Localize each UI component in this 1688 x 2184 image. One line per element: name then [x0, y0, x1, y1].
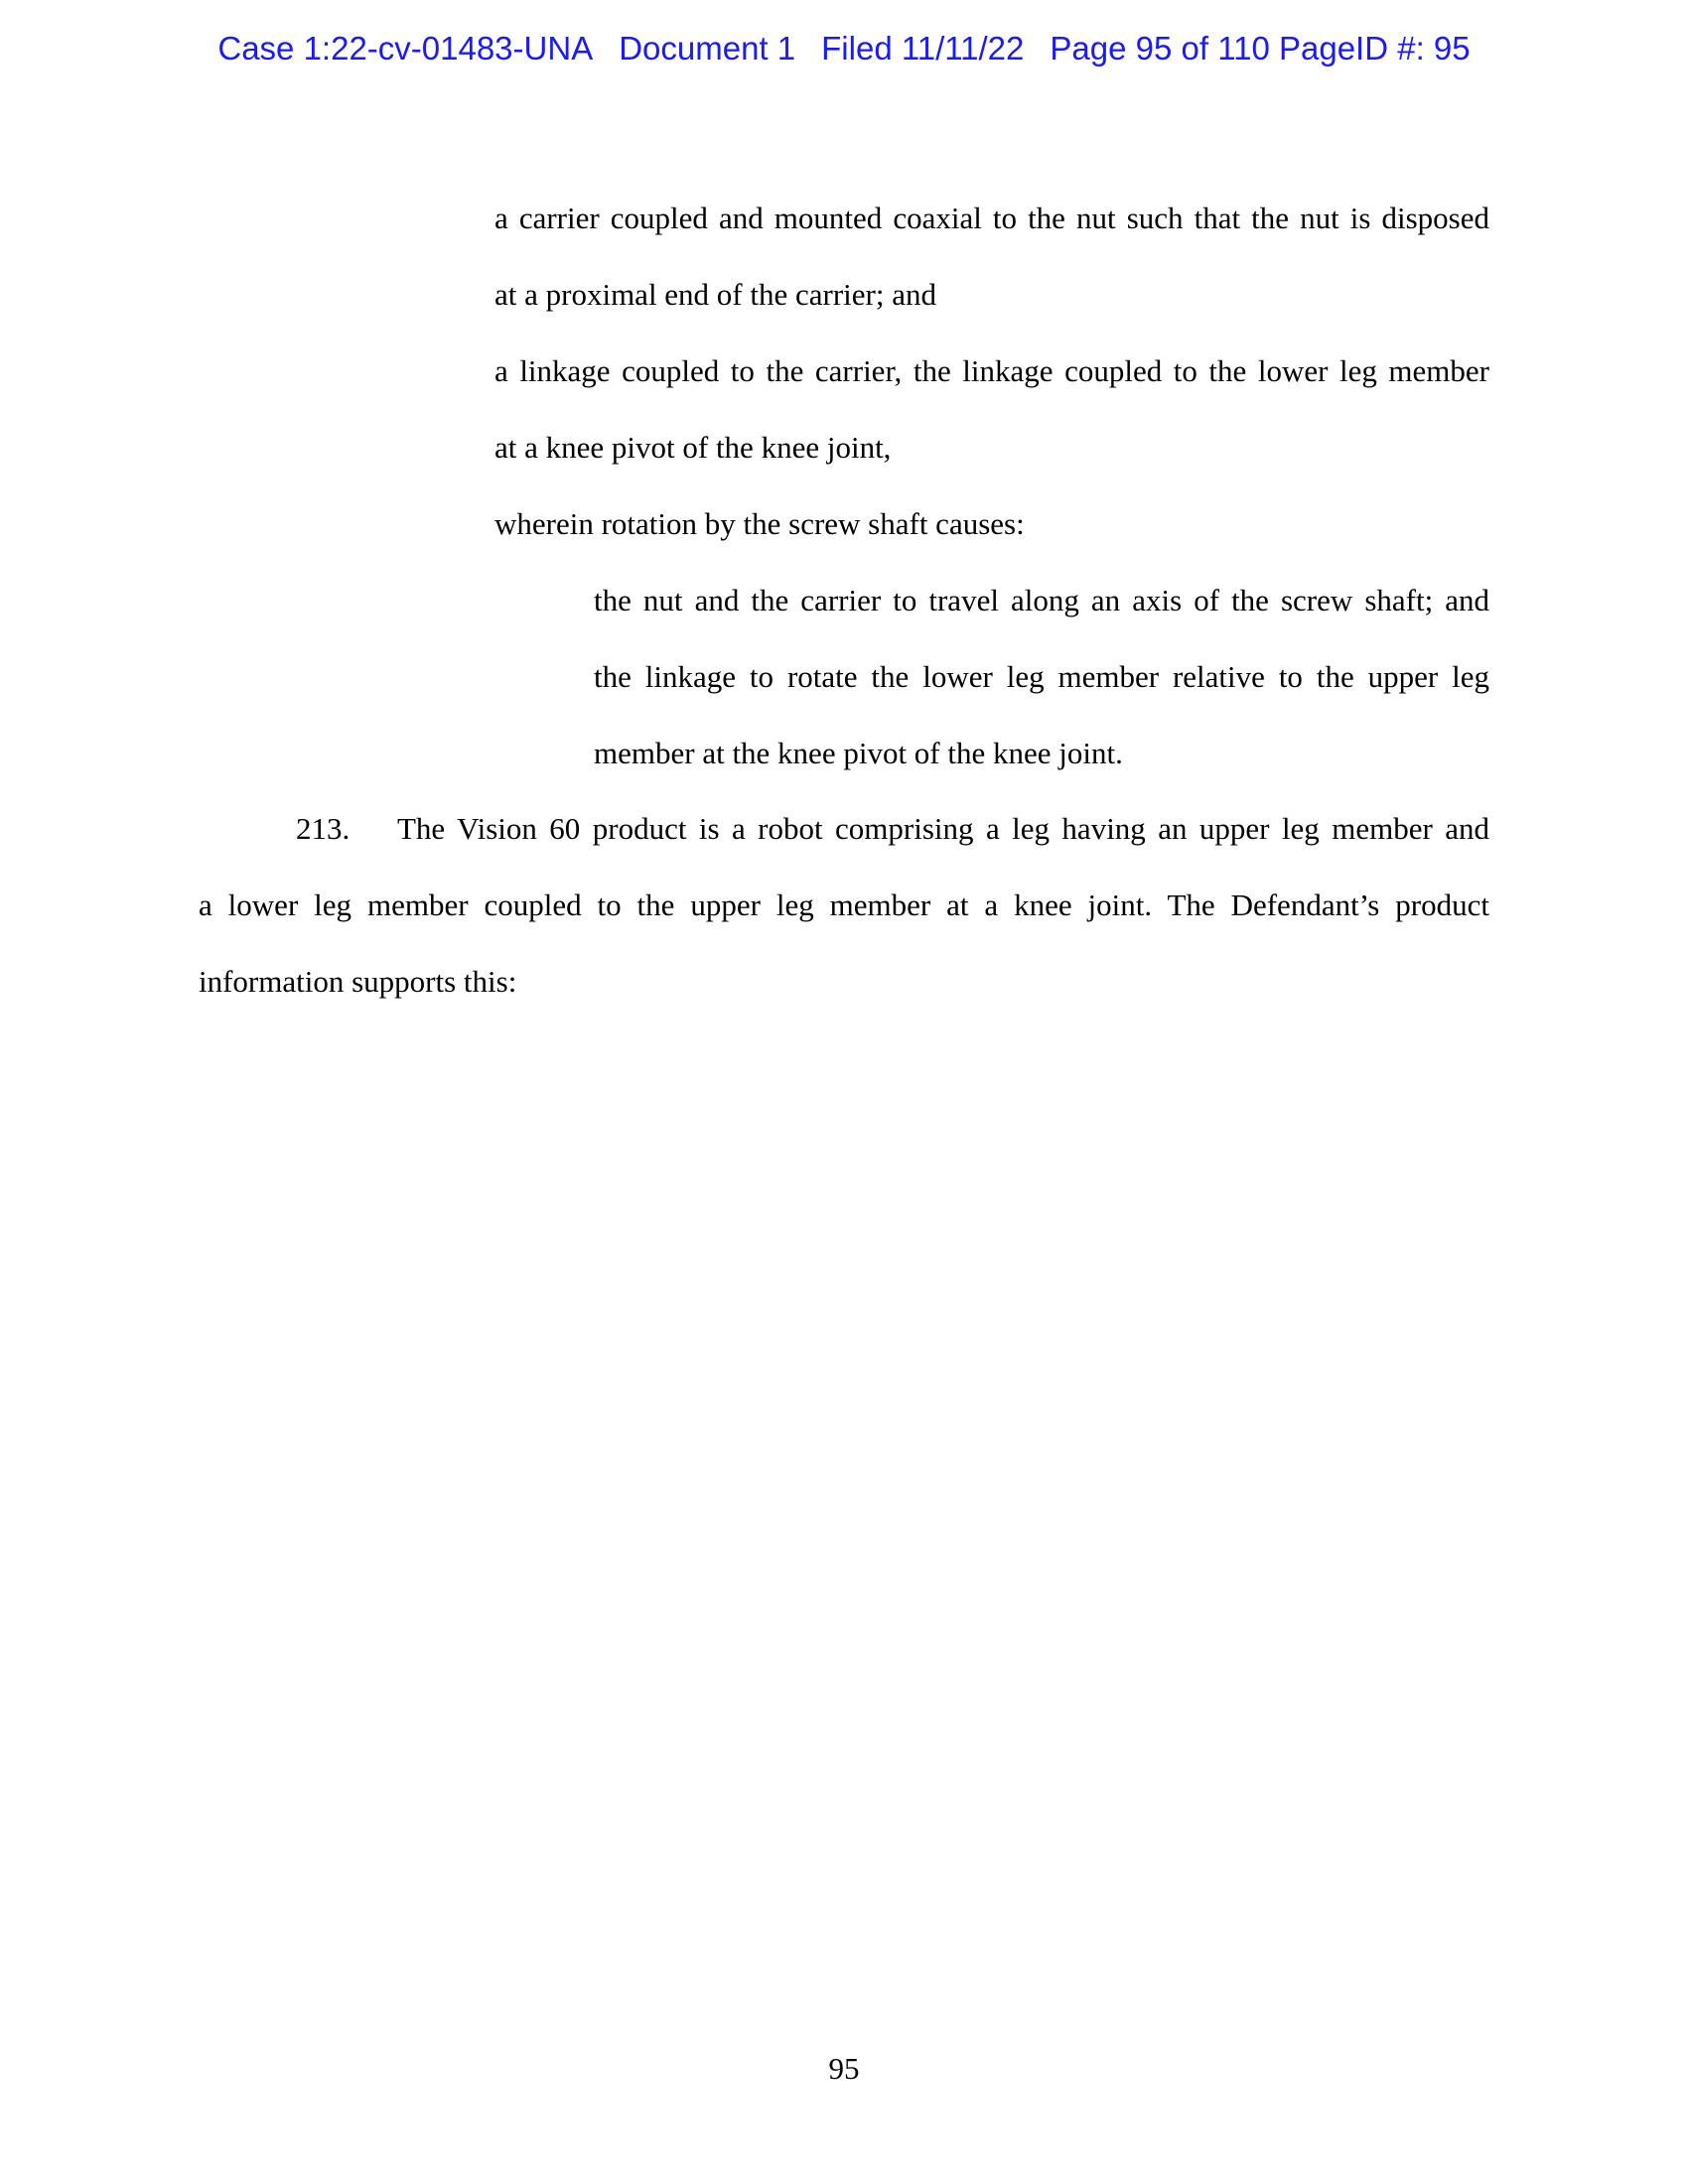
header-document: Document 1: [619, 30, 796, 67]
paragraph-number: 213.: [296, 811, 351, 846]
claim-line: a carrier coupled and mounted coaxial to the nut such that the nut is disposed: [494, 201, 1489, 235]
header-case-number: Case 1:22-cv-01483-UNA: [217, 30, 594, 67]
claim-line: a linkage coupled to the carrier, the linkage coupled to the lower leg member: [494, 353, 1489, 388]
case-header: [0, 30, 1688, 68]
header-filed-date: Filed 11/11/22: [821, 30, 1025, 67]
claim-line: wherein rotation by the screw shaft causes:: [494, 506, 1025, 541]
claim-line: at a knee pivot of the knee joint,: [494, 430, 892, 465]
paragraph-line: a lower leg member coupled to the upper leg member at a knee joint. The Defendant’s product: [199, 887, 1489, 922]
paragraph-line: information supports this:: [199, 964, 517, 999]
page-number: 95: [828, 2051, 860, 2086]
claim-line: at a proximal end of the carrier; and: [494, 277, 936, 312]
header-page-info: Page 95 of 110 PageID #: 95: [1050, 30, 1471, 67]
subclaim-line: member at the knee pivot of the knee joint.: [594, 736, 1123, 770]
paragraph-line: The Vision 60 product is a robot comprising a leg having an upper leg member and: [397, 811, 1489, 846]
subclaim-line: the linkage to rotate the lower leg member relative to the upper leg: [594, 659, 1489, 694]
subclaim-line: the nut and the carrier to travel along an axis of the screw shaft; and: [594, 583, 1489, 617]
